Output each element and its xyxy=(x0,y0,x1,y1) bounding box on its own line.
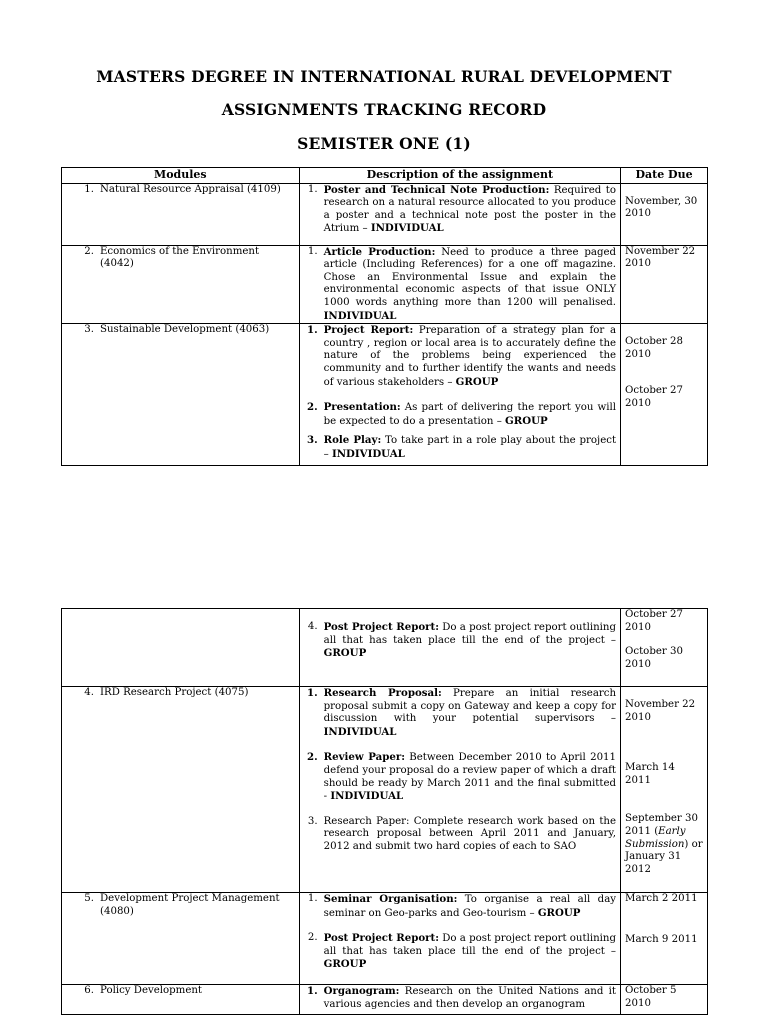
date-cell xyxy=(621,245,708,324)
module-name: Development Project Management (4080) xyxy=(100,893,280,917)
date-cell xyxy=(621,687,708,893)
module-cell: 6. Policy Development xyxy=(62,985,300,1015)
document-subtitle: ASSIGNMENTS TRACKING RECORD xyxy=(221,100,547,119)
table-row xyxy=(62,324,708,466)
due-date: October 27 2010 xyxy=(625,609,683,633)
due-date: November, 30 2010 xyxy=(625,195,698,220)
module-name: Policy Development xyxy=(100,985,203,996)
due-date: October 28 2010 xyxy=(625,336,683,360)
table-row xyxy=(62,183,708,245)
due-date: September 30 2011 (Early Submission) or January 31 2012 xyxy=(625,813,703,875)
header-description: Description of the assignment xyxy=(299,168,620,184)
due-date: October 27 2010 xyxy=(625,385,683,409)
date-cell xyxy=(621,183,708,245)
date-cell xyxy=(621,609,708,687)
module-name: Economics of the Environment (4042) xyxy=(100,245,260,270)
date-cell xyxy=(621,893,708,985)
description-cell: 1. Research Proposal: Prepare an initial research proposal submit a copy on Gateway and keep a copy for discussion with your potential supervisors – INDIVIDUAL 2. Review Paper: Between December 2010 to April 2011 defend your proposal do a review paper of which a draft should be ready by March 2011 and the final submitted - INDIVIDUAL 3. Research Paper: Complete research work based on the research proposal between April 2011 and January, 2012 and submit two hard copies of each to SAO xyxy=(299,687,620,893)
description-cell: 1. Poster and Technical Note Production: Required to research on a natural resource allocated to you produce a poster and a technical note post the poster in the Atrium – INDIVIDUAL xyxy=(299,183,620,245)
date-cell xyxy=(621,985,708,1015)
module-cell: 5. Development Project Management (4080) xyxy=(62,893,300,985)
module-cell xyxy=(62,609,300,687)
table-row xyxy=(62,609,708,687)
description-cell: 1. Seminar Organisation: To organise a real all day seminar on Geo-parks and Geo-tourism – GROUP 2. Post Project Report: Do a post project report outlining all that has taken place till the end of the project – GROUP xyxy=(299,893,620,985)
module-cell: 4. IRD Research Project (4075) xyxy=(62,687,300,893)
due-date: March 9 2011 xyxy=(625,933,698,945)
module-cell: 1. Natural Resource Appraisal (4109) xyxy=(62,183,300,245)
due-date: March 2 2011 xyxy=(625,893,698,904)
due-date: October 5 2010 xyxy=(625,985,677,1009)
due-date: November 22 2010 xyxy=(625,245,696,270)
module-name: Natural Resource Appraisal (4109) xyxy=(100,183,281,195)
date-cell xyxy=(621,324,708,466)
header-modules: Modules xyxy=(62,168,300,184)
assignments-table-1 xyxy=(61,167,708,466)
description-cell: 1. Project Report: Preparation of a strategy plan for a country , region or local area is to accurately define the nature of the problems being experienced the community and to further identify the wants and needs of various stakeholders – GROUP 2. Presentation: As part of delivering the report you will be expected to do a presentation – GROUP 3. Role Play: To take part in a role play about the project – INDIVIDUAL xyxy=(299,324,620,466)
table-row xyxy=(62,687,708,893)
description-cell: 1. Organogram: Research on the United Nations and it various agencies and then develop an organogram xyxy=(299,985,620,1015)
due-date: March 14 2011 xyxy=(625,762,675,786)
header-date-due: Date Due xyxy=(621,168,708,184)
description-cell: 4. Post Project Report: Do a post project report outlining all that has taken place till the end of the project – GROUP xyxy=(299,609,620,687)
table-row xyxy=(62,245,708,324)
module-name: Sustainable Development (4063) xyxy=(100,324,270,336)
document-title: MASTERS DEGREE IN INTERNATIONAL RURAL DEVELOPMENT xyxy=(96,67,672,86)
module-name: IRD Research Project (4075) xyxy=(100,687,249,698)
table-header-row xyxy=(62,168,708,184)
description-cell: 1. Article Production: Need to produce a three paged article (Including References) for a one off magazine. Chose an Environmental Issue and explain the environmental economic aspects of that issue ONLY 1000 words anything more than 1200 will penalised. INDIVIDUAL xyxy=(299,245,620,324)
due-date: November 22 2010 xyxy=(625,699,696,723)
semester-heading: SEMISTER ONE (1) xyxy=(297,134,471,153)
module-cell: 3. Sustainable Development (4063) xyxy=(62,324,300,466)
module-cell: 2. Economics of the Environment (4042) xyxy=(62,245,300,324)
table-row xyxy=(62,985,708,1015)
due-date: October 30 2010 xyxy=(625,646,683,670)
assignments-table-2 xyxy=(61,608,708,1015)
table-row xyxy=(62,893,708,985)
